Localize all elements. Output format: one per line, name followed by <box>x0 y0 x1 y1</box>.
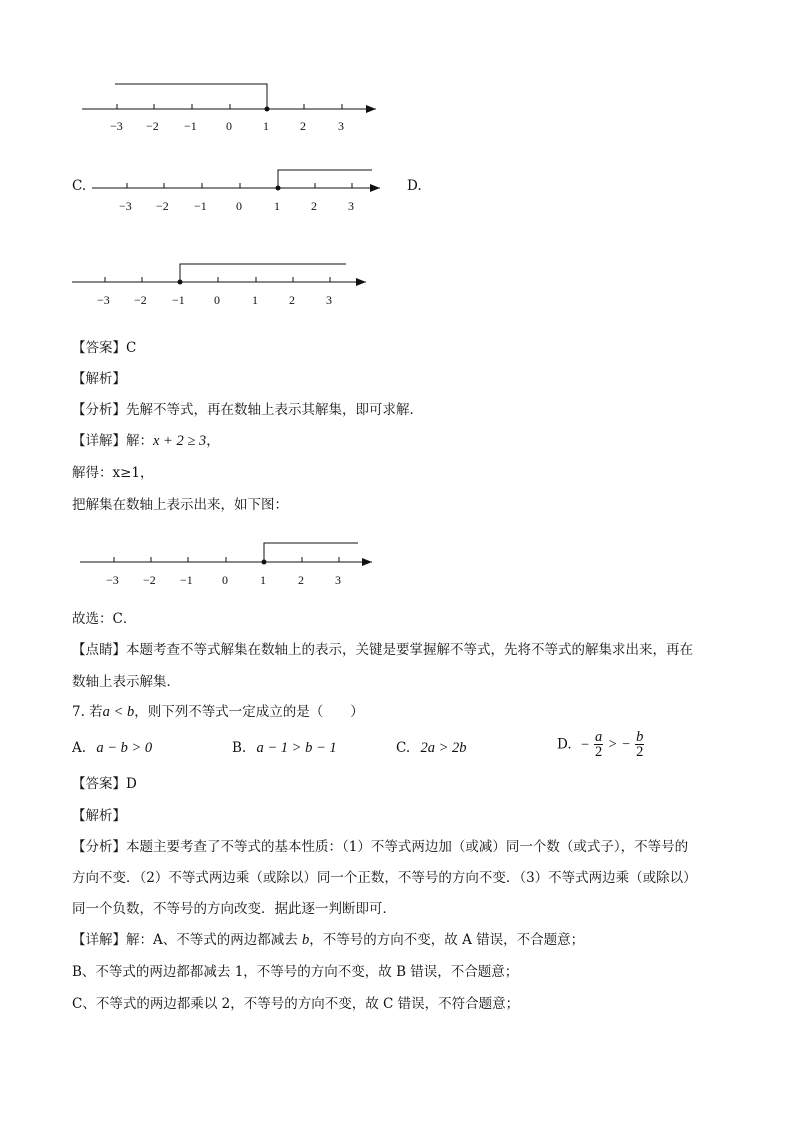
tick-label: −3 <box>97 293 110 307</box>
tick-label: −2 <box>146 119 159 133</box>
q7-stem <box>72 702 364 722</box>
tick-label: −1 <box>180 573 193 587</box>
option-expr: a − 1 > b − 1 <box>256 740 337 756</box>
tick-marks <box>105 277 330 282</box>
q6-solve-result: 解得：x≥1， <box>72 465 154 481</box>
answer-tag: 【答案】 <box>72 776 126 792</box>
option-label: A. <box>72 740 87 756</box>
option-label: C. <box>396 740 411 756</box>
xiangjie-a-var: b <box>302 932 310 948</box>
tick-label: −1 <box>194 199 207 213</box>
q7-option-a <box>72 738 152 758</box>
answer-value: D <box>126 776 137 792</box>
tick-marks <box>114 557 339 562</box>
xiangjie-suffix: ， <box>206 433 220 449</box>
q6-fenxi: 【分析】先解不等式，再在数轴上表示其解集，即可求解． <box>72 402 423 418</box>
q7-xiangjie-c: C、不等式的两边都乘以 2，不等号的方向不变，故 C 错误，不符合题意； <box>72 996 520 1012</box>
tick-label: 0 <box>222 573 228 587</box>
q6-answer <box>72 338 136 358</box>
tick-label: 0 <box>226 119 232 133</box>
tick-label: 0 <box>214 293 220 307</box>
fraction-den: 2 <box>595 744 603 760</box>
q6-dianjing-line1: 【点睛】本题考查不等式解集在数轴上的表示，关键是要掌握解不等式，先将不等式的解集求出来，再在 <box>72 642 693 658</box>
tick-label: 1 <box>263 119 269 133</box>
q7-option-c <box>396 738 466 758</box>
tick-marks <box>127 183 352 188</box>
q6-xiangjie <box>72 431 220 451</box>
number-line-solution <box>78 538 378 594</box>
tick-marks <box>117 104 342 109</box>
tick-label: 2 <box>300 119 306 133</box>
q7-xiangjie-a <box>72 930 584 950</box>
stem-prefix: 7. 若 <box>72 704 103 720</box>
fraction-num: b <box>636 729 644 745</box>
gt-minus: > − <box>607 736 631 753</box>
tick-label: −3 <box>110 119 123 133</box>
tick-label: −3 <box>106 573 119 587</box>
tick-label: 3 <box>338 119 344 133</box>
tick-label: −2 <box>134 293 147 307</box>
q7-xiangjie-b: B、不等式的两边都都减去 1，不等号的方向不变，故 B 错误，不合题意； <box>72 964 519 980</box>
q7-fenxi-line2: 方向不变．（2）不等式两边乘（或除以）同一个正数，不等号的方向不变．（3）不等式两边乘（或除以） <box>72 870 697 886</box>
fraction-a-over-2 <box>594 730 603 759</box>
tick-label: −1 <box>172 293 185 307</box>
q6-choose: 故选：C． <box>72 611 137 627</box>
option-expr: a − b > 0 <box>96 740 153 756</box>
fraction-b-over-2 <box>635 730 644 759</box>
stem-suffix: ，则下列不等式一定成立的是（ ） <box>134 704 364 720</box>
tick-label: 3 <box>326 293 332 307</box>
xiangjie-a-prefix: 【详解】解：A、不等式的两边都减去 <box>72 932 303 948</box>
tick-label: 2 <box>289 293 295 307</box>
stem-math: a < b <box>102 704 135 720</box>
q6-dianjing-line2: 数轴上表示解集． <box>72 674 180 690</box>
q7-fenxi-line1: 【分析】本题主要考查了不等式的基本性质：（1）不等式两边加（或减）同一个数（或式子），不等号的 <box>72 839 689 855</box>
tick-label: −2 <box>143 573 156 587</box>
q7-option-d <box>557 730 644 759</box>
tick-label: 3 <box>348 199 354 213</box>
answer-tag: 【答案】 <box>72 340 126 356</box>
q7-option-b <box>232 738 337 758</box>
tick-label: 2 <box>298 573 304 587</box>
tick-label: 1 <box>252 293 258 307</box>
tick-label: 0 <box>236 199 242 213</box>
option-label: D. <box>557 736 572 753</box>
tick-label: −2 <box>156 199 169 213</box>
inequality-math: x + 2 ≥ 3 <box>153 433 207 449</box>
tick-label: 3 <box>335 573 341 587</box>
option-d-label: D. <box>407 178 422 194</box>
number-line-option-d <box>70 258 370 314</box>
minus-sign: − <box>579 736 590 753</box>
q7-answer <box>72 774 137 794</box>
tick-label: 2 <box>311 199 317 213</box>
q6-show-text: 把解集在数轴上表示出来，如下图： <box>72 497 288 513</box>
option-c-label: C. <box>72 178 87 194</box>
number-line-option-c <box>90 164 390 220</box>
tick-label: 1 <box>260 573 266 587</box>
q7-fenxi-line3: 同一个负数，不等号的方向改变．据此逐一判断即可． <box>72 901 396 917</box>
fraction-den: 2 <box>636 744 644 760</box>
option-label: B. <box>232 740 247 756</box>
option-expr: 2a > 2b <box>420 740 467 756</box>
xiangjie-prefix: 【详解】解： <box>72 433 153 449</box>
answer-value: C <box>126 340 137 356</box>
fraction-num: a <box>595 729 603 745</box>
tick-label: −1 <box>184 119 197 133</box>
tick-label: −3 <box>119 199 132 213</box>
number-line-option-b <box>80 80 380 140</box>
q7-analysis-tag: 【解析】 <box>72 808 126 824</box>
q6-analysis-tag: 【解析】 <box>72 371 126 387</box>
xiangjie-a-suffix: ，不等号的方向不变，故 A 错误，不合题意； <box>309 932 585 948</box>
tick-label: 1 <box>274 199 280 213</box>
